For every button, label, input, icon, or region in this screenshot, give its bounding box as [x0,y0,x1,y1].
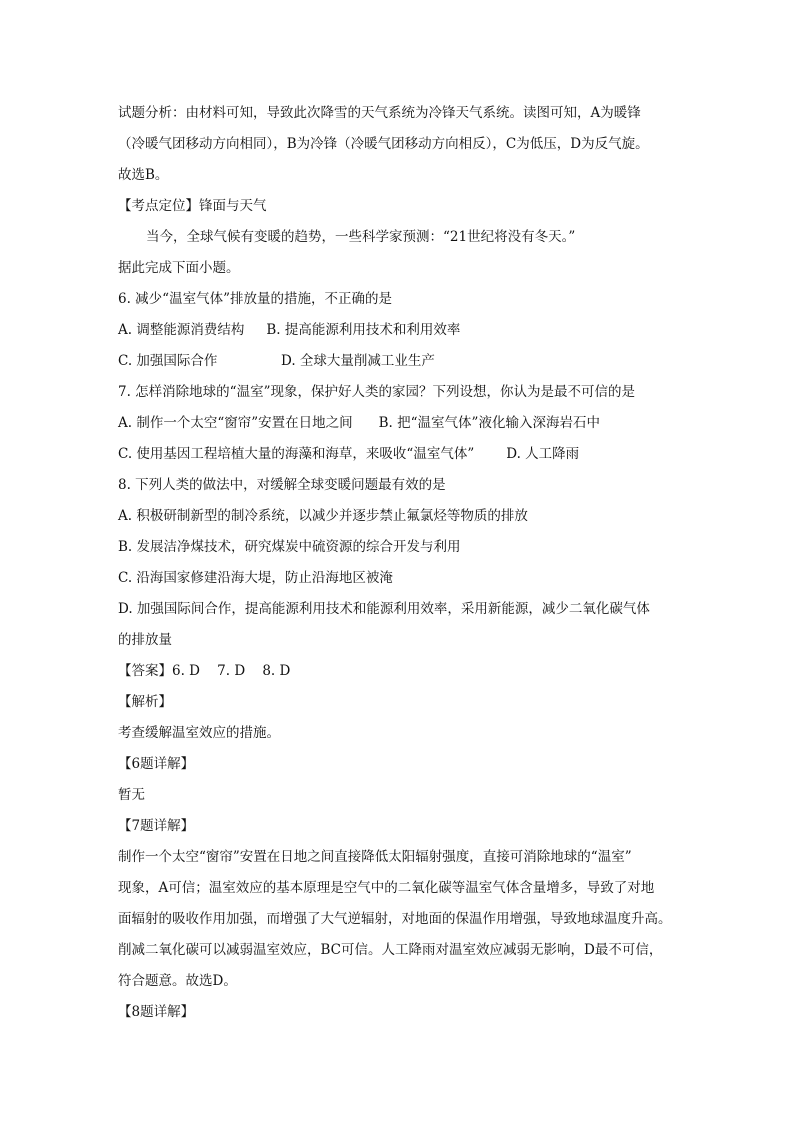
jiexi-heading: 【解析】 [118,694,172,710]
kaodian-heading: 【考点定位】锋面与天气 [118,198,267,214]
q6-detail-body: 暂无 [118,787,145,803]
q6-options-row-1 [118,315,678,346]
q7-option-b: B. 把“温室气体”液化输入深海岩石中 [378,415,600,431]
analysis-line-3: 故选B。 [118,167,169,183]
q7-detail-line-1: 制作一个太空“窗帘”安置在日地之间直接降低太阳辐射强度，直接可消除地球的“温室” [118,849,632,865]
q7-detail-line-4: 削减二氧化碳可以减弱温室效应，BC可信。人工降雨对温室效应减弱无影响，D最不可信， [118,942,663,958]
q7-detail-heading: 【7题详解】 [118,818,195,834]
q8-stem: 8. 下列人类的做法中，对缓解全球变暖问题最有效的是 [118,477,446,493]
q8-option-d-line-1: D. 加强国际间合作，提高能源利用技术和能源利用效率，采用新能源，减少二氧化碳气体 [118,601,650,617]
analysis-line-2: （冷暖气团移动方向相同），B为冷锋（冷暖气团移动方向相反），C为低压，D为反气旋。 [118,136,649,152]
q7-option-c: C. 使用基因工程培植大量的海藻和海草，来吸收“温室气体” [118,446,475,462]
q6-option-b: B. 提高能源利用技术和利用效率 [266,322,461,338]
q8-detail-heading: 【8题详解】 [118,1004,195,1020]
q8-option-b: B. 发展洁净煤技术，研究煤炭中硫资源的综合开发与利用 [118,539,461,555]
q7-option-a: A. 制作一个太空“窗帘”安置在日地之间 [118,415,353,431]
q7-options-row-1 [118,408,678,439]
q7-option-d: D. 人工降雨 [506,446,580,462]
q7-detail-line-3: 面辐射的吸收作用加强，而增强了大气逆辐射，对地面的保温作用增强，导致地球温度升高。 [118,911,672,927]
q6-option-a: A. 调整能源消费结构 [118,322,245,338]
q7-options-row-2 [118,439,678,470]
q7-stem: 7. 怎样消除地球的“温室”现象，保护好人类的家园？下列设想，你认为是最不可信的是 [118,384,635,400]
q8-option-c: C. 沿海国家修建沿海大堤，防止沿海地区被淹 [118,570,393,586]
answer-line: 【答案】6. D 7. D 8. D [118,663,291,679]
q6-option-d: D. 全球大量削减工业生产 [281,353,435,369]
q8-option-d-line-2: 的排放量 [118,632,172,648]
intro-paragraph: 当今，全球气候有变暖的趋势，一些科学家预测：“21世纪将没有冬天。” [146,229,576,245]
q8-option-a: A. 积极研制新型的制冷系统，以减少并逐步禁止氟氯烃等物质的排放 [118,508,528,524]
intro-instruction: 据此完成下面小题。 [118,260,240,276]
q6-options-row-2 [118,346,678,377]
q6-stem: 6. 减少“温室气体”排放量的措施，不正确的是 [118,291,392,307]
q7-detail-line-5: 符合题意。故选D。 [118,973,237,989]
q7-detail-line-2: 现象，A可信；温室效应的基本原理是空气中的二氧化碳等温室气体含量增多，导致了对地 [118,880,655,896]
q6-detail-heading: 【6题详解】 [118,756,195,772]
q6-option-c: C. 加强国际合作 [118,353,218,369]
analysis-line-1: 试题分析：由材料可知，导致此次降雪的天气系统为冷锋天气系统。读图可知，A为暖锋 [118,105,641,121]
document-content [118,98,678,1028]
jiexi-body: 考查缓解温室效应的措施。 [118,725,280,741]
